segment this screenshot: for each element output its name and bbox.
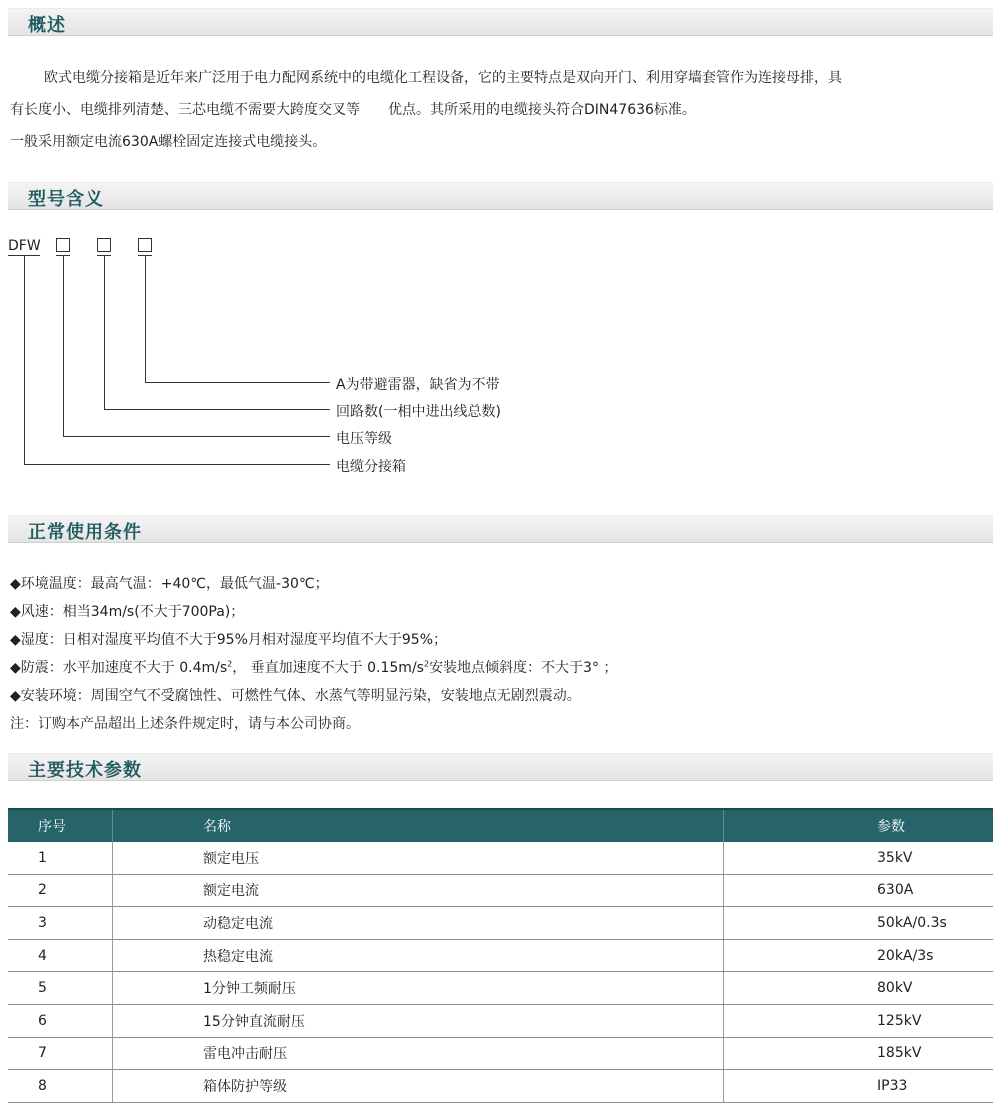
cell-value: 125kV <box>724 1004 994 1037</box>
leader-h-arrester <box>145 382 330 383</box>
model-label-voltage: 电压等级 <box>336 431 392 447</box>
model-label-circuits: 回路数(一相中进出线总数) <box>336 404 501 420</box>
cell-name: 额定电流 <box>113 874 724 907</box>
cell-name: 箱体防护等级 <box>113 1070 724 1103</box>
column-header-index: 序号 <box>8 809 113 842</box>
table-row <box>8 1004 993 1037</box>
params-table <box>8 808 993 1103</box>
condition-installation: ◆安装环境：周围空气不受腐蚀性、可燃性气体、水蒸气等明显污染，安装地点无剧烈震动。 <box>10 688 581 704</box>
cell-value: IP33 <box>724 1070 994 1103</box>
cell-index: 6 <box>8 1004 113 1037</box>
leader-line-arrester <box>145 255 146 382</box>
cell-index: 5 <box>8 972 113 1005</box>
model-label-box: 电缆分接箱 <box>336 459 406 475</box>
table-row <box>8 874 993 907</box>
model-slot-voltage <box>56 238 70 252</box>
table-header-row <box>8 809 993 842</box>
column-header-name: 名称 <box>113 809 724 842</box>
section-title: 概述 <box>28 15 66 36</box>
table-row <box>8 907 993 940</box>
section-header-overview <box>8 8 993 36</box>
leader-h-circuits <box>104 409 330 410</box>
seismic-horizontal: ◆防震：水平加速度不大于 0.4m/s <box>10 660 228 676</box>
table-row <box>8 972 993 1005</box>
seismic-vertical: ， 垂直加速度不大于 0.15m/s <box>232 660 424 676</box>
superscript: 2 <box>227 659 233 669</box>
condition-wind: ◆风速：相当34m/s(不大于700Pa)； <box>10 604 245 620</box>
overview-paragraph-line-1: 欧式电缆分接箱是近年来广泛用于电力配网系统中的电缆化工程设备，它的主要特点是双向开门、利用穿墙套管作为连接母排，具 <box>44 70 842 86</box>
table-row <box>8 1070 993 1103</box>
model-slot-arrester <box>138 238 152 252</box>
cell-name: 动稳定电流 <box>113 907 724 940</box>
seismic-tilt: 安装地点倾斜度：不大于3° ； <box>429 660 618 676</box>
cell-index: 1 <box>8 842 113 874</box>
section-header-conditions <box>8 515 993 543</box>
cell-value: 20kA/3s <box>724 939 994 972</box>
cell-value: 50kA/0.3s <box>724 907 994 940</box>
overview-paragraph-line-2: 有长度小、电缆排列清楚、三芯电缆不需要大跨度交叉等 优点。其所采用的电缆接头符合DIN47636标准。 <box>10 102 696 118</box>
table-row <box>8 1037 993 1070</box>
section-title: 主要技术参数 <box>28 760 142 781</box>
leader-line-box <box>24 255 25 464</box>
cell-value: 630A <box>724 874 994 907</box>
cell-index: 7 <box>8 1037 113 1070</box>
leader-h-box <box>24 464 330 465</box>
cell-name: 额定电压 <box>113 842 724 874</box>
cell-value: 35kV <box>724 842 994 874</box>
cell-name: 1分钟工频耐压 <box>113 972 724 1005</box>
section-title: 型号含义 <box>28 189 104 210</box>
cell-value: 185kV <box>724 1037 994 1070</box>
leader-line-circuits <box>104 255 105 409</box>
model-slot-circuits <box>97 238 111 252</box>
conditions-note: 注：订购本产品超出上述条件规定时，请与本公司协商。 <box>10 716 360 732</box>
cell-index: 8 <box>8 1070 113 1103</box>
leader-line-voltage <box>63 255 64 436</box>
condition-temperature: ◆环境温度：最高气温：+40℃，最低气温-30℃； <box>10 576 329 592</box>
leader-h-voltage <box>63 436 330 437</box>
condition-seismic <box>10 657 617 677</box>
model-code-prefix: DFW <box>8 238 41 254</box>
table-row <box>8 939 993 972</box>
section-title: 正常使用条件 <box>28 522 142 543</box>
cell-index: 3 <box>8 907 113 940</box>
section-header-params <box>8 753 993 781</box>
cell-name: 15分钟直流耐压 <box>113 1004 724 1037</box>
cell-value: 80kV <box>724 972 994 1005</box>
cell-index: 2 <box>8 874 113 907</box>
superscript: 2 <box>423 659 430 669</box>
section-header-model <box>8 182 993 210</box>
cell-name: 热稳定电流 <box>113 939 724 972</box>
cell-name: 雷电冲击耐压 <box>113 1037 724 1070</box>
condition-humidity: ◆湿度：日相对湿度平均值不大于95%月相对湿度平均值不大于95%； <box>10 632 447 648</box>
table-row <box>8 842 993 874</box>
overview-paragraph-line-3: 一般采用额定电流630A螺栓固定连接式电缆接头。 <box>10 134 327 150</box>
model-label-arrester: A为带避雷器，缺省为不带 <box>336 377 500 393</box>
column-header-value: 参数 <box>724 809 994 842</box>
cell-index: 4 <box>8 939 113 972</box>
